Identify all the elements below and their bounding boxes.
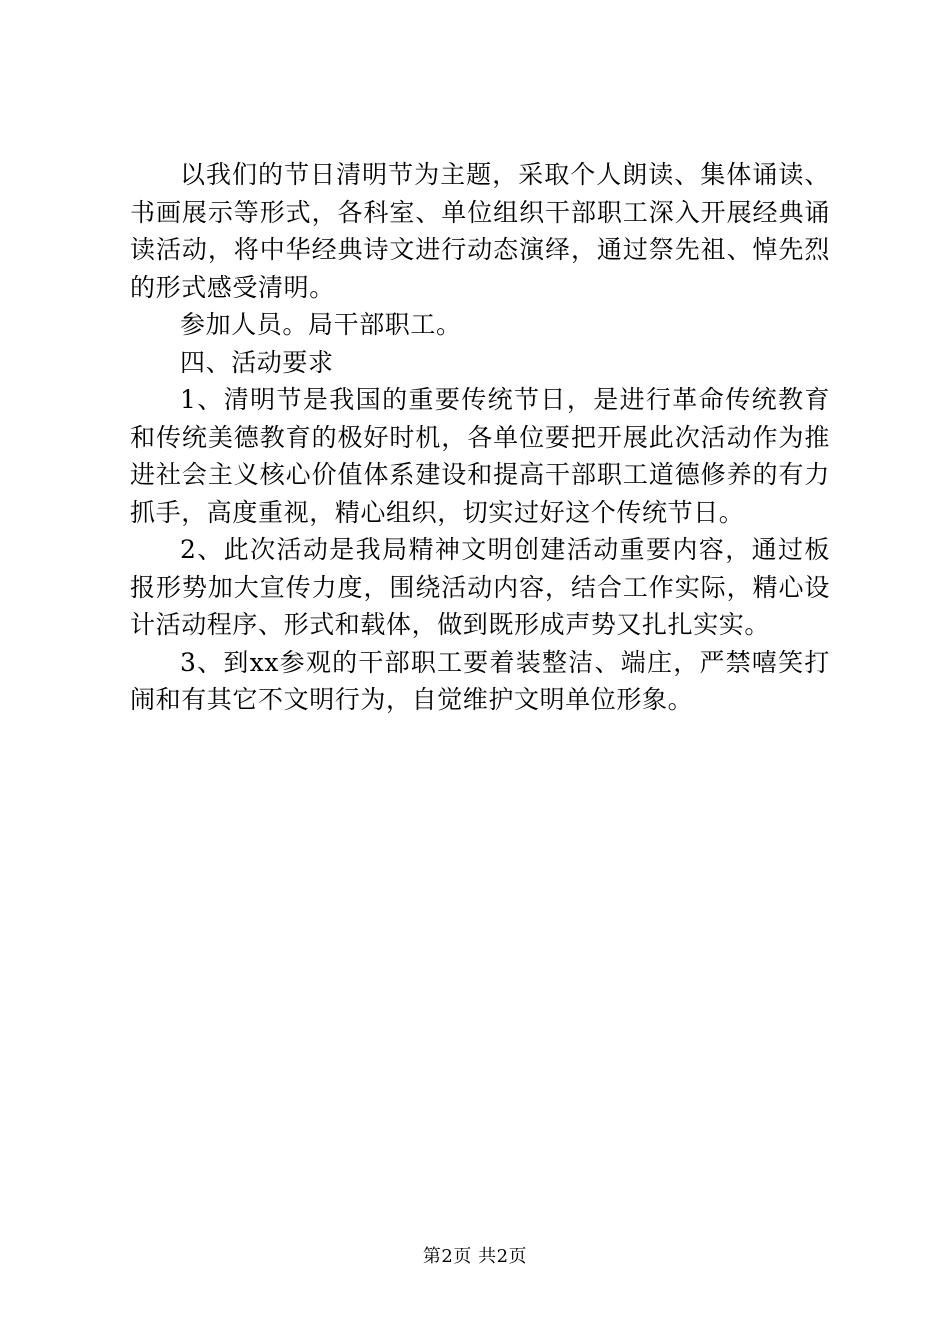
requirement-item-1: 1、清明节是我国的重要传统节日，是进行革命传统教育和传统美德教育的极好时机，各单位要把开展此次活动作为推进社会主义核心价值体系建设和提高干部职工道德修养的有力抓手，高度重视，精心组织，切实过好这个传统节日。: [130, 385, 830, 527]
page-number-footer: 第2页 共2页: [422, 1246, 528, 1267]
paragraph-participants: 参加人员。局干部职工。: [180, 310, 462, 339]
requirement-item-2: 2、此次活动是我局精神文明创建活动重要内容，通过板报形势加大宣传力度，围绕活动内容，结合工作实际，精心设计活动程序、形式和载体，做到既形成声势又扎扎实实。: [130, 535, 830, 639]
requirement-item-3: 3、到xx参观的干部职工要着装整洁、端庄，严禁嘻笑打闹和有其它不文明行为，自觉维护文明单位形象。: [130, 647, 830, 714]
paragraph-theme: 以我们的节日清明节为主题，采取个人朗读、集体诵读、书画展示等形式，各科室、单位组织干部职工深入开展经典诵读活动，将中华经典诗文进行动态演绎，通过祭先祖、悼先烈的形式感受清明。: [130, 160, 830, 302]
document-body: [130, 156, 830, 719]
section-heading-requirements: 四、活动要求: [180, 347, 334, 377]
